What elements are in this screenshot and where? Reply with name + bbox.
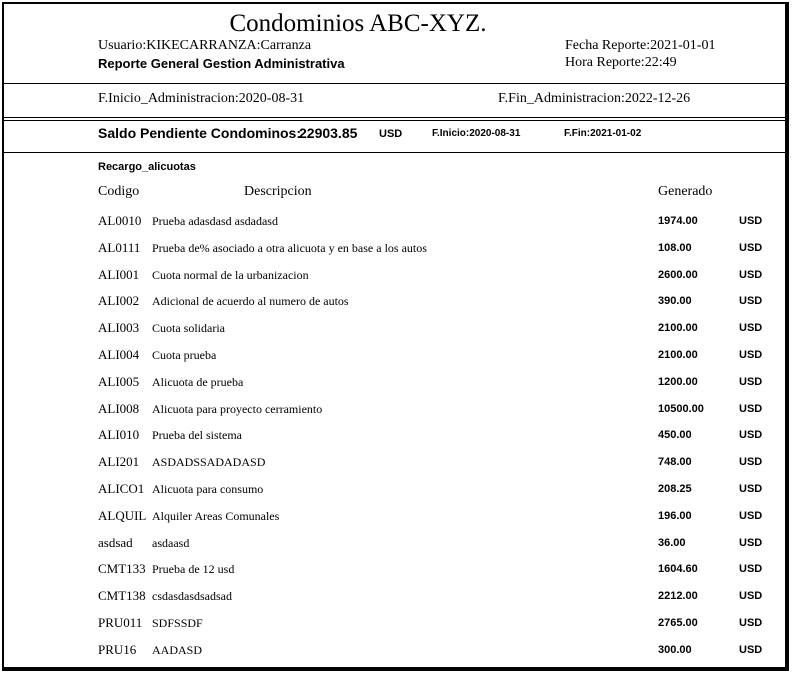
column-header-generated: Generado	[658, 184, 713, 199]
table-row	[4, 293, 785, 319]
row-description: ASDADSSADADASD	[152, 455, 266, 470]
row-amount: 208.25	[658, 483, 692, 495]
row-description: Alicuota de prueba	[152, 374, 244, 389]
row-currency: USD	[739, 456, 763, 469]
row-amount: 748.00	[658, 456, 692, 469]
table-row	[4, 374, 785, 400]
row-amount: 1974.00	[658, 215, 698, 227]
table-row	[4, 347, 785, 373]
row-currency: USD	[739, 509, 763, 522]
row-amount: 2100.00	[658, 322, 698, 335]
row-currency: USD	[739, 322, 763, 335]
column-header-description: Descripcion	[244, 184, 312, 199]
row-code: CMT133	[98, 561, 146, 577]
user-line: Usuario:KIKECARRANZA:Carranza	[98, 38, 312, 53]
divider	[4, 117, 785, 118]
row-currency: USD	[739, 590, 763, 603]
row-description: AADASD	[152, 642, 203, 657]
row-code: PRU011	[98, 615, 143, 630]
table-row	[4, 588, 785, 614]
row-code: CMT138	[98, 588, 146, 604]
row-amount: 2765.00	[658, 617, 698, 629]
row-description: Cuota prueba	[152, 348, 217, 362]
row-currency: USD	[739, 402, 763, 415]
admin-start-date: F.Inicio_Administracion:2020-08-31	[98, 91, 305, 106]
pending-balance-amount: 22903.85	[299, 125, 358, 141]
row-amount: 1200.00	[658, 375, 698, 388]
report-time: Hora Reporte:22:49	[565, 55, 677, 70]
pending-balance-label: Saldo Pendiente Condominos:	[98, 125, 302, 141]
row-currency: USD	[739, 483, 763, 495]
row-description: asdaasd	[152, 535, 190, 550]
row-currency: USD	[739, 375, 763, 388]
row-amount: 450.00	[658, 429, 692, 442]
table-row	[4, 240, 785, 266]
row-currency: USD	[739, 536, 763, 549]
row-amount: 2212.00	[658, 590, 698, 603]
table-row	[4, 561, 785, 587]
table-row	[4, 642, 785, 668]
report-name: Reporte General Gestion Administrativa	[98, 56, 345, 71]
row-code: ALI001	[98, 266, 140, 282]
row-code: PRU16	[98, 641, 137, 657]
row-code: ALI004	[98, 347, 140, 362]
row-code: ALI002	[98, 293, 140, 309]
row-description: Adicional de acuerdo al numero de autos	[152, 294, 349, 309]
row-code: ALI008	[98, 400, 140, 416]
row-amount: 2600.00	[658, 268, 698, 281]
admin-end-date: F.Fin_Administracion:2022-12-26	[498, 91, 691, 106]
row-code: AL0010	[98, 213, 142, 228]
column-header-code: Codigo	[98, 184, 140, 199]
row-description: SDFSSDF	[152, 616, 203, 630]
summary-end-date: F.Fin:2021-01-02	[564, 128, 642, 139]
table-row	[4, 508, 785, 534]
row-description: Cuota solidaria	[152, 321, 225, 336]
row-amount: 300.00	[658, 643, 692, 656]
row-code: AL0111	[98, 239, 141, 255]
row-code: ALICO1	[98, 481, 145, 496]
divider	[4, 152, 785, 153]
row-description: Alquiler Areas Comunales	[152, 508, 280, 523]
row-amount: 390.00	[658, 295, 692, 308]
row-code: asdsad	[98, 534, 133, 550]
section-title: Recargo_alicuotas	[98, 161, 196, 173]
row-amount: 36.00	[658, 536, 686, 549]
row-code: ALI010	[98, 427, 140, 443]
row-description: Prueba de 12 usd	[152, 562, 235, 577]
table-row	[4, 481, 785, 507]
row-amount: 1604.60	[658, 563, 698, 576]
row-code: ALI005	[98, 373, 140, 389]
summary-start-date: F.Inicio:2020-08-31	[432, 128, 521, 139]
row-currency: USD	[739, 617, 763, 629]
row-amount: 2100.00	[658, 349, 698, 361]
row-description: Alicuota para consumo	[152, 482, 264, 496]
table-row	[4, 615, 785, 641]
row-currency: USD	[739, 429, 763, 442]
table-row	[4, 267, 785, 293]
row-description: Prueba del sistema	[152, 428, 242, 443]
row-description: Cuota normal de la urbanizacion	[152, 267, 309, 282]
row-currency: USD	[739, 241, 763, 254]
report-date: Fecha Reporte:2021-01-01	[565, 38, 716, 53]
pending-balance-currency: USD	[379, 128, 403, 140]
row-code: ALI003	[98, 320, 140, 336]
row-description: Prueba de% asociado a otra alicuota y en base a los autos	[152, 240, 427, 255]
row-currency: USD	[739, 563, 763, 576]
table-row	[4, 320, 785, 346]
row-description: Prueba adasdasd asdadasd	[152, 214, 278, 228]
row-currency: USD	[739, 268, 763, 281]
row-currency: USD	[739, 215, 763, 227]
table-row	[4, 427, 785, 453]
row-currency: USD	[739, 349, 763, 361]
table-row	[4, 454, 785, 480]
report-title: Condominios ABC-XYZ.	[229, 10, 487, 37]
row-amount: 10500.00	[658, 402, 704, 415]
table-row	[4, 535, 785, 561]
table-row	[4, 213, 785, 239]
row-amount: 108.00	[658, 241, 692, 254]
divider	[4, 120, 785, 121]
row-currency: USD	[739, 643, 763, 656]
row-description: csdasdasdsadsad	[152, 589, 232, 604]
row-code: ALQUIL	[98, 507, 147, 523]
row-code: ALI201	[98, 454, 140, 470]
row-description: Alicuota para proyecto cerramiento	[152, 401, 323, 416]
table-row	[4, 401, 785, 427]
row-amount: 196.00	[658, 509, 692, 522]
row-currency: USD	[739, 295, 763, 308]
report-page	[2, 2, 789, 671]
divider	[4, 83, 785, 84]
